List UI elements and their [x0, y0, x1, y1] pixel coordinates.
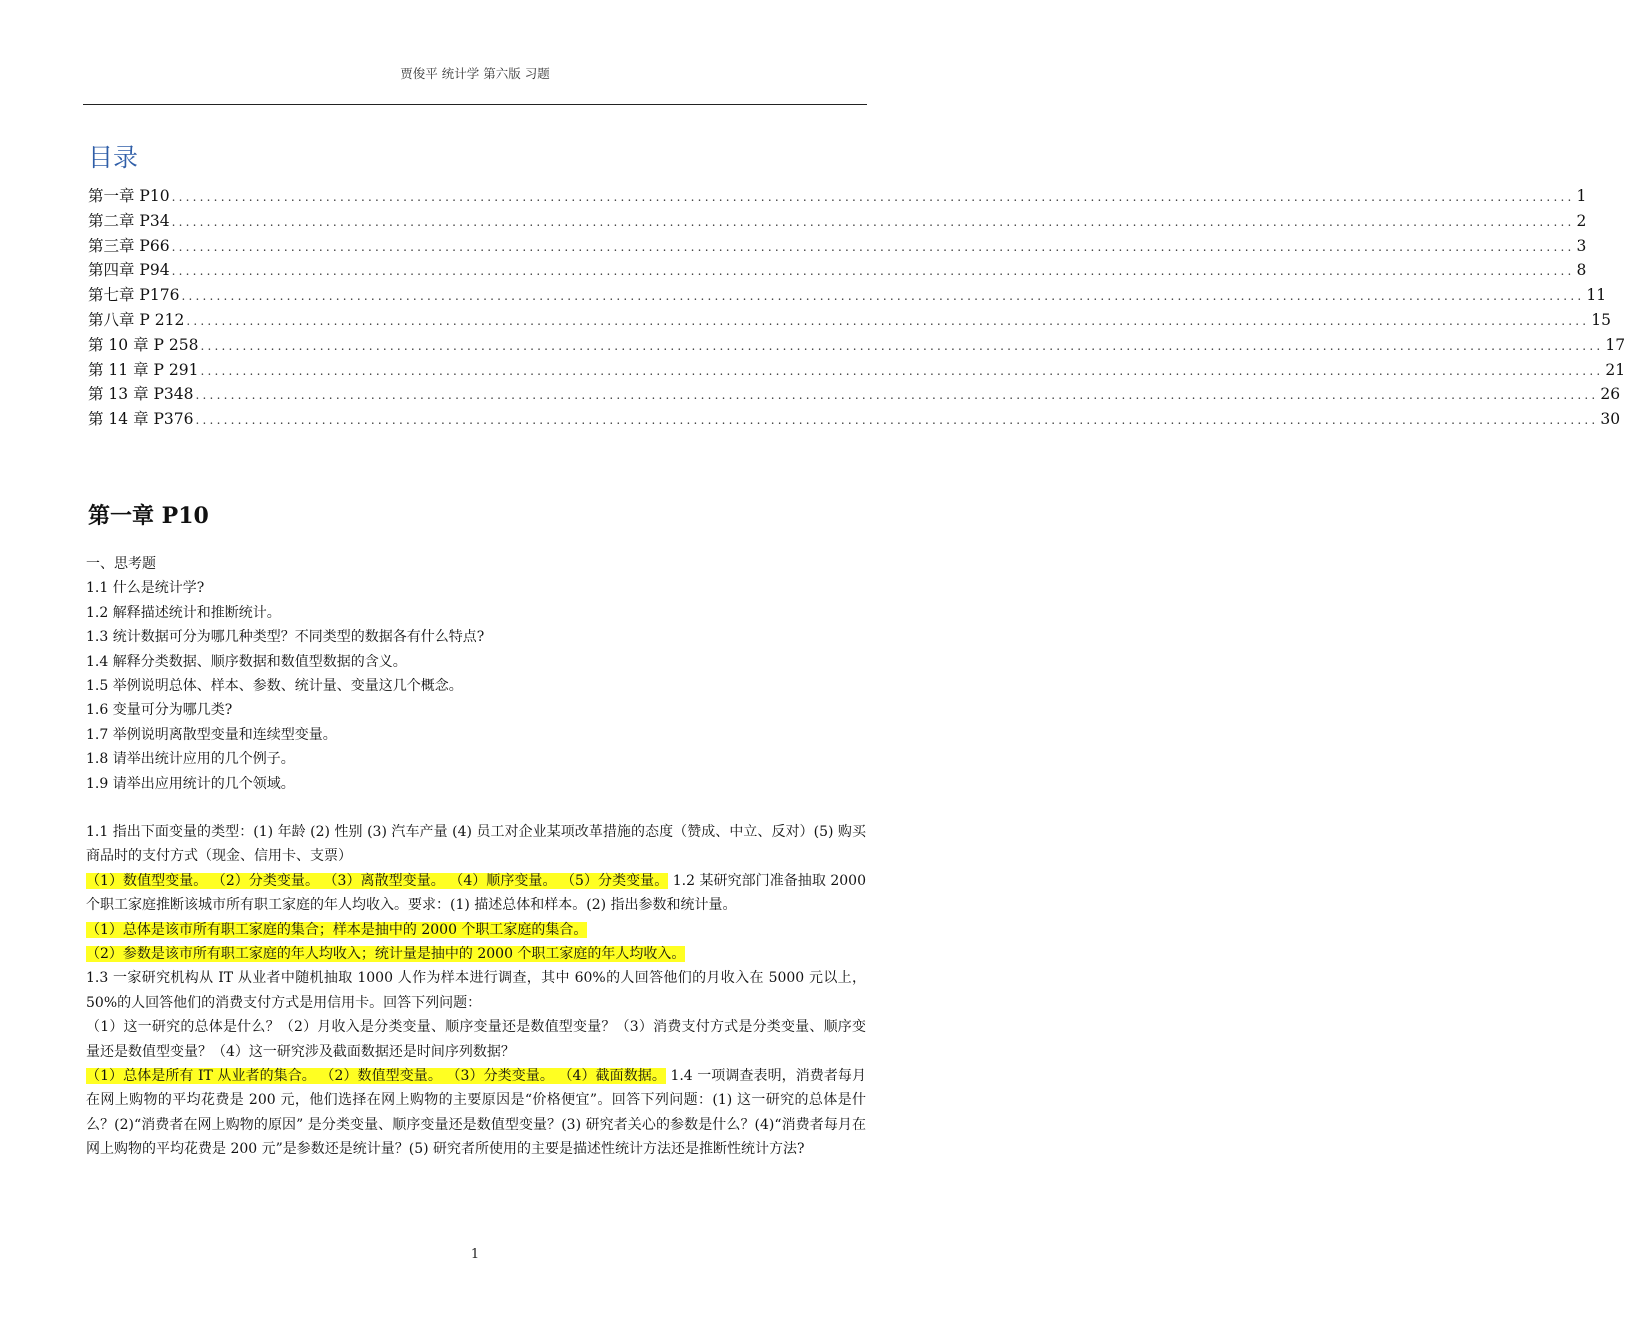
question-item: 1.3 统计数据可分为哪几种类型？不同类型的数据各有什么特点? — [86, 629, 485, 646]
question-item: 1.4 解释分类数据、顺序数据和数值型数据的含义。 — [86, 653, 407, 670]
toc-entry-page: 17 — [1605, 335, 1625, 354]
toc-entry-page: 26 — [1600, 385, 1621, 404]
toc-entry[interactable] — [88, 407, 1621, 432]
exercise-1-1-question: 1.1 指出下面变量的类型：(1) 年龄 (2) 性别 (3) 汽车产量 (4) 员工对企业某项改革措施的态度（赞成、中立、反对）(5) 购买商品时的支付方式（现金、信用卡、支票） — [86, 823, 866, 865]
toc-dot-leader: ........................................................................................................................................................................................................ — [171, 264, 1575, 279]
toc-dot-leader: ........................................................................................................................................................................................................ — [195, 413, 1599, 428]
toc-entry-label: 第 11 章 P 291 — [88, 360, 199, 379]
toc-dot-leader: ........................................................................................................................................................................................................ — [171, 214, 1575, 229]
toc-dot-leader: ........................................................................................................................................................................................................ — [200, 338, 1604, 353]
toc-entry[interactable] — [88, 308, 1611, 333]
exercise-1-2-answer-1: （1）总体是该市所有职工家庭的集合；样本是抽中的 2000 个职工家庭的集合。 — [86, 921, 588, 938]
toc-dot-leader: ........................................................................................................................................................................................................ — [200, 363, 1604, 378]
question-item: 1.7 举例说明离散型变量和连续型变量。 — [86, 726, 337, 743]
toc-entry-page: 2 — [1576, 211, 1587, 230]
toc-entry[interactable] — [88, 333, 1625, 358]
toc-entry[interactable] — [88, 209, 1587, 234]
question-item: 1.6 变量可分为哪几类? — [86, 702, 233, 719]
exercise-1-2-answer-line-1 — [86, 918, 866, 942]
exercise-1-3-and-1-4 — [86, 1064, 866, 1162]
toc-entry-label: 第 13 章 P348 — [88, 385, 194, 404]
toc-entry[interactable] — [88, 382, 1621, 407]
toc-entry[interactable] — [88, 283, 1607, 308]
toc-dot-leader: ........................................................................................................................................................................................................ — [171, 239, 1575, 254]
toc-title: 目录 — [88, 143, 139, 172]
chapter-content — [86, 552, 866, 1162]
toc-entry-label: 第八章 P 212 — [88, 310, 185, 329]
toc-entry-page: 1 — [1576, 187, 1587, 205]
page-header: 贾俊平 统计学 第六版 习题 — [400, 66, 550, 81]
toc-dot-leader: ........................................................................................................................................................................................................ — [171, 190, 1575, 204]
toc-entry-page: 30 — [1600, 410, 1621, 429]
table-of-contents — [88, 184, 1625, 432]
toc-entry[interactable] — [88, 234, 1587, 259]
toc-entry-label: 第 14 章 P376 — [88, 410, 194, 429]
exercise-1-2-answer-line-2 — [86, 942, 866, 966]
exercise-1-4-question: 1.4 一项调查表明，消费者每月在网上购物的平均花费是 200 元，他们选择在网上购物的主要原因是“价格便宜”。回答下列问题：(1) 这一研究的总体是什么？(2)“消费者在网上购物的原因” 是分类变量、顺序变量还是数值型变量？(3) 研究者关心的参数是什么？(4)“消费者每月在网上购物的平均花费是 200 元”是参数还是统计量？(5) 研究者所使用的主要是描述性统计方法还是推断性统计方法? — [86, 1067, 867, 1158]
toc-entry-label: 第一章 P10 — [88, 187, 170, 205]
question-item: 1.5 举例说明总体、样本、参数、统计量、变量这几个概念。 — [86, 677, 463, 694]
question-item: 1.9 请举出应用统计的几个领域。 — [86, 775, 295, 792]
exercise-1-3-subquestions: （1）这一研究的总体是什么？（2）月收入是分类变量、顺序变量还是数值型变量？（3）消费支付方式是分类变量、顺序变量还是数值型变量？（4）这一研究涉及截面数据还是时间序列数据？ — [86, 1019, 866, 1060]
header-rule — [83, 104, 867, 105]
exercise-1-2-question: 1.2 某研究部门准备抽取 2000 个职工家庭推断该城市所有职工家庭的年人均收入。要求：(1) 描述总体和样本。(2) 指出参数和统计量。 — [86, 872, 866, 914]
toc-entry[interactable] — [88, 358, 1625, 383]
exercise-1-2-answer-2: （2）参数是该市所有职工家庭的年人均收入；统计量是抽中的 2000 个职工家庭的年人均收入。 — [86, 945, 686, 962]
exercise-1-3-answer: （1）总体是所有 IT 从业者的集合。 （2）数值型变量。 （3）分类变量。 （4）截面数据。 — [86, 1067, 666, 1084]
toc-entry-page: 8 — [1576, 261, 1587, 280]
exercise-1-1-answer: （1）数值型变量。 （2）分类变量。 （3）离散型变量。 （4）顺序变量。 （5）分类变量。 — [86, 872, 669, 889]
toc-entry[interactable] — [88, 184, 1587, 209]
toc-dot-leader: ........................................................................................................................................................................................................ — [195, 388, 1599, 403]
toc-dot-leader: ........................................................................................................................................................................................................ — [181, 289, 1585, 304]
question-list — [86, 576, 866, 796]
question-item: 1.2 解释描述统计和推断统计。 — [86, 604, 281, 621]
spacer — [86, 796, 866, 820]
toc-entry-page: 11 — [1586, 286, 1607, 305]
toc-entry-label: 第三章 P66 — [88, 236, 170, 255]
section-label: 一、思考题 — [86, 556, 156, 572]
toc-entry-page: 21 — [1605, 360, 1625, 379]
exercise-1-3-question: 1.3 一家研究机构从 IT 从业者中随机抽取 1000 人作为样本进行调查，其中 60%的人回答他们的月收入在 5000 元以上，50%的人回答他们的消费支付方式是用信用卡。回答下列问题： — [86, 970, 866, 1011]
question-item: 1.8 请举出统计应用的几个例子。 — [86, 751, 295, 768]
toc-entry-label: 第七章 P176 — [88, 286, 180, 305]
exercise-1-1-and-1-2 — [86, 869, 866, 918]
page-number: 1 — [470, 1247, 480, 1262]
toc-entry-label: 第 10 章 P 258 — [88, 335, 199, 354]
chapter-heading: 第一章 P10 — [88, 503, 209, 529]
toc-entry-label: 第二章 P34 — [88, 211, 170, 230]
toc-entry-label: 第四章 P94 — [88, 261, 170, 280]
toc-entry-page: 15 — [1591, 310, 1611, 329]
toc-entry-page: 3 — [1576, 236, 1587, 255]
toc-entry[interactable] — [88, 258, 1587, 283]
toc-dot-leader: ........................................................................................................................................................................................................ — [186, 313, 1590, 328]
question-item: 1.1 什么是统计学? — [86, 580, 205, 597]
